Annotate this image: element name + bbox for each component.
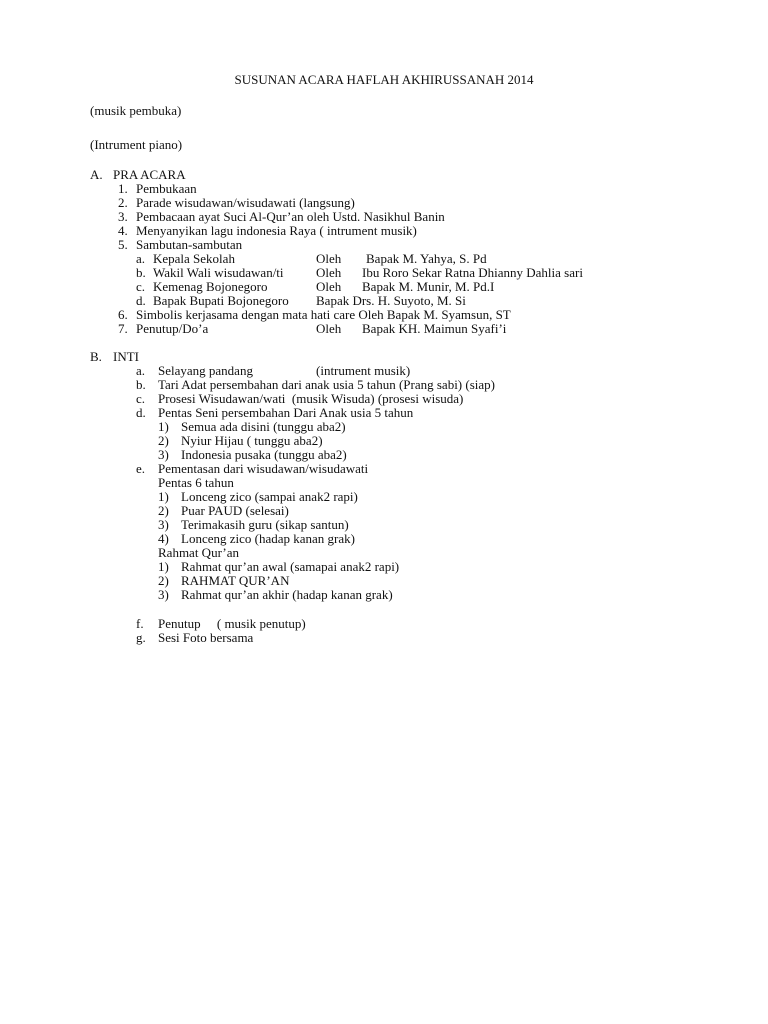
performance-item: Terimakasih guru (sikap santun) xyxy=(181,517,349,532)
list-item: Penutup/Do’a xyxy=(136,321,209,336)
list-number: 4. xyxy=(118,223,128,238)
sub-number: 1) xyxy=(158,419,169,434)
sub-number: 4) xyxy=(158,531,169,546)
section-b-marker: B. xyxy=(90,349,102,364)
group-label: Pentas 6 tahun xyxy=(158,475,234,490)
speaker-name: Bapak Drs. H. Suyoto, M. Si xyxy=(316,293,466,308)
speaker-name: Bapak KH. Maimun Syafi’i xyxy=(362,321,507,336)
performance-item: Nyiur Hijau ( tunggu aba2) xyxy=(181,433,323,448)
sub-number: 1) xyxy=(158,559,169,574)
intro-piano: (Intrument piano) xyxy=(90,137,183,152)
oleh-label: Oleh xyxy=(316,265,342,280)
list-item: Selayang pandang xyxy=(158,363,253,378)
list-item: Tari Adat persembahan dari anak usia 5 tahun (Prang sabi) (siap) xyxy=(158,377,495,392)
speaker-role: Bapak Bupati Bojonegoro xyxy=(153,293,289,308)
sub-number: 3) xyxy=(158,587,169,602)
page-title: SUSUNAN ACARA HAFLAH AKHIRUSSANAH 2014 xyxy=(234,72,534,87)
oleh-label: Oleh xyxy=(316,279,342,294)
list-number: 3. xyxy=(118,209,128,224)
list-number: 2. xyxy=(118,195,128,210)
speaker-role: Wakil Wali wisudawan/ti xyxy=(153,265,284,280)
sub-letter: a. xyxy=(136,363,146,378)
performance-item: Rahmat qur’an awal (samapai anak2 rapi) xyxy=(181,559,400,574)
sub-number: 3) xyxy=(158,447,169,462)
speaker-name: Ibu Roro Sekar Ratna Dhianny Dahlia sari xyxy=(362,265,583,280)
list-item: Pentas Seni persembahan Dari Anak usia 5 tahun xyxy=(158,405,414,420)
sub-letter: g. xyxy=(136,630,146,645)
performance-item: RAHMAT QUR’AN xyxy=(181,573,290,588)
sub-letter: d. xyxy=(136,405,146,420)
list-item: Simbolis kerjasama dengan mata hati care Oleh Bapak M. Syamsun, ST xyxy=(136,307,511,322)
section-b-title: INTI xyxy=(113,349,139,364)
performance-item: Puar PAUD (selesai) xyxy=(181,503,289,518)
speaker-role: Kemenag Bojonegoro xyxy=(153,279,268,294)
performance-item: Rahmat qur’an akhir (hadap kanan grak) xyxy=(181,587,393,602)
list-number: 6. xyxy=(118,307,128,322)
performance-item: Lonceng zico (sampai anak2 rapi) xyxy=(181,489,358,504)
section-a-title: PRA ACARA xyxy=(113,167,186,182)
sub-letter: a. xyxy=(136,251,146,266)
sub-letter: e. xyxy=(136,461,146,476)
performance-item: Semua ada disini (tunggu aba2) xyxy=(181,419,346,434)
list-item: Sambutan-sambutan xyxy=(136,237,243,252)
oleh-label: Oleh xyxy=(316,321,342,336)
list-item: Parade wisudawan/wisudawati (langsung) xyxy=(136,195,355,210)
intro-music: (musik pembuka) xyxy=(90,103,182,118)
list-item: Sesi Foto bersama xyxy=(158,630,254,645)
list-item: Pembacaan ayat Suci Al-Qur’an oleh Ustd. Nasikhul Banin xyxy=(136,209,445,224)
sub-number: 1) xyxy=(158,489,169,504)
list-item: Pembukaan xyxy=(136,181,197,196)
sub-number: 2) xyxy=(158,503,169,518)
section-a-marker: A. xyxy=(90,167,103,182)
list-item: Penutup ( musik penutup) xyxy=(158,616,306,631)
performance-item: Indonesia pusaka (tunggu aba2) xyxy=(181,447,347,462)
group-label: Rahmat Qur’an xyxy=(158,545,239,560)
sub-number: 3) xyxy=(158,517,169,532)
sub-letter: d. xyxy=(136,293,146,308)
sub-number: 2) xyxy=(158,433,169,448)
sub-letter: c. xyxy=(136,279,146,294)
list-item: Pementasan dari wisudawan/wisudawati xyxy=(158,461,369,476)
list-number: 1. xyxy=(118,181,128,196)
sub-letter: c. xyxy=(136,391,146,406)
list-number: 7. xyxy=(118,321,128,336)
speaker-name: Bapak M. Yahya, S. Pd xyxy=(366,251,487,266)
performance-item: Lonceng zico (hadap kanan grak) xyxy=(181,531,355,546)
list-number: 5. xyxy=(118,237,128,252)
sub-number: 2) xyxy=(158,573,169,588)
sub-letter: f. xyxy=(136,616,144,631)
sub-letter: b. xyxy=(136,265,146,280)
sub-letter: b. xyxy=(136,377,146,392)
list-item: Prosesi Wisudawan/wati (musik Wisuda) (prosesi wisuda) xyxy=(158,391,464,406)
item-note: (intrument musik) xyxy=(316,363,411,378)
speaker-name: Bapak M. Munir, M. Pd.I xyxy=(362,279,495,294)
speaker-role: Kepala Sekolah xyxy=(153,251,235,266)
list-item: Menyanyikan lagu indonesia Raya ( intrument musik) xyxy=(136,223,417,238)
oleh-label: Oleh xyxy=(316,251,342,266)
